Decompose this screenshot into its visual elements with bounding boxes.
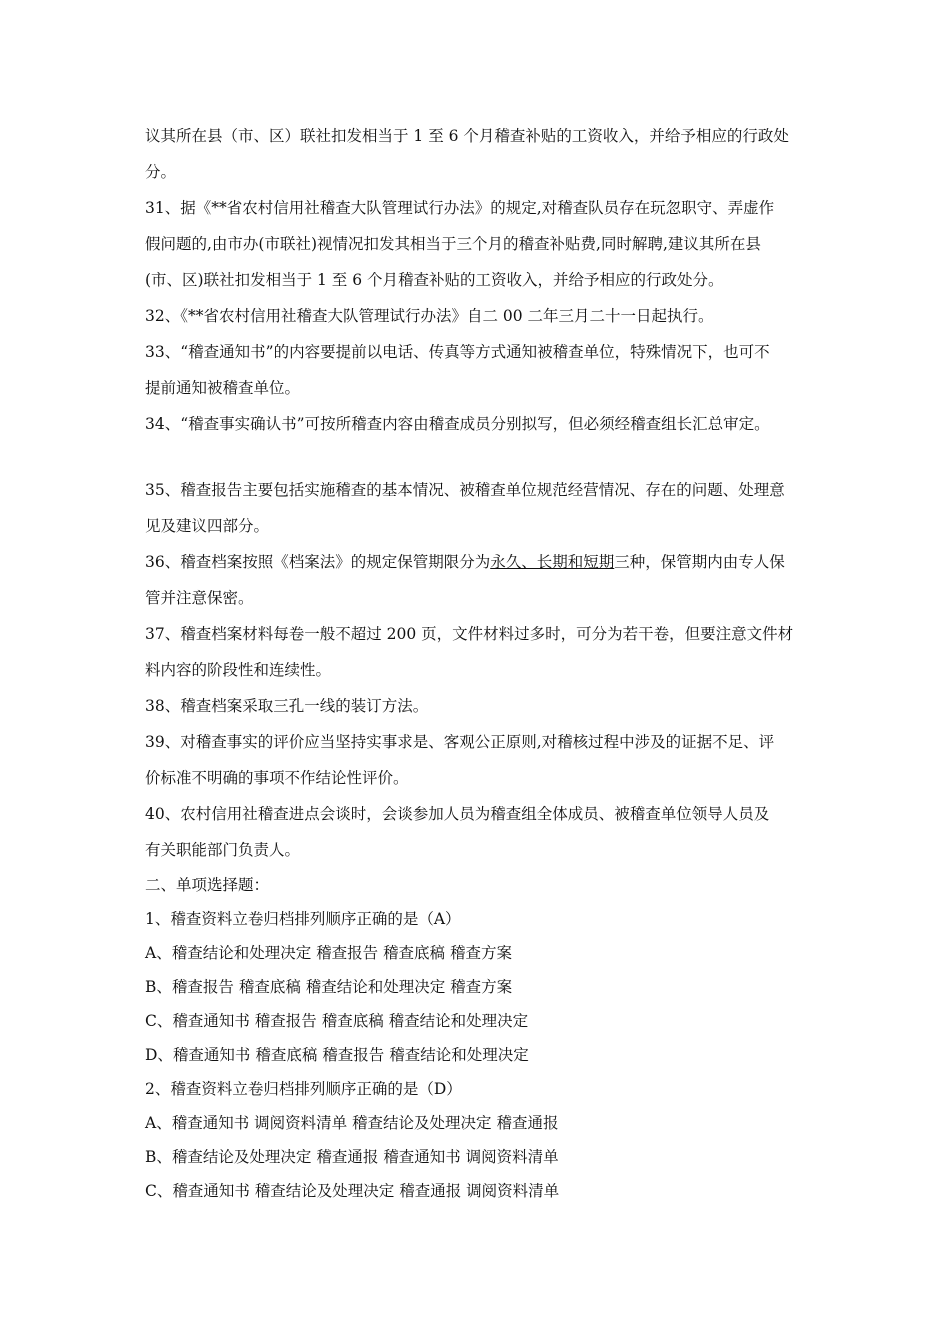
option-line: A、稽查结论和处理决定 稽查报告 稽查底稿 稽查方案 <box>145 944 512 962</box>
item-39-line: 39、对稽查事实的评价应当坚持实事求是、客观公正原则,对稽核过程中涉及的证据不足、评 <box>145 733 775 751</box>
item-37-line: 37、稽查档案材料每卷一般不超过 200 页，文件材料过多时，可分为若干卷，但要注意文件材 <box>145 625 794 643</box>
item-36-suffix: 三种，保管期内由专人保 <box>614 553 785 571</box>
paragraph-line: 有关职能部门负责人。 <box>145 841 301 859</box>
option-line: C、稽查通知书 稽查报告 稽查底稿 稽查结论和处理决定 <box>145 1012 529 1030</box>
option-line: C、稽查通知书 稽查结论及处理决定 稽查通报 调阅资料清单 <box>145 1182 560 1200</box>
item-35-line: 35、稽查报告主要包括实施稽查的基本情况、被稽查单位规范经营情况、存在的问题、处理意 <box>145 481 785 499</box>
item-40-line: 40、农村信用社稽查进点会谈时，会谈参加人员为稽查组全体成员、被稽查单位领导人员及 <box>145 805 770 823</box>
option-line: B、稽查报告 稽查底稿 稽查结论和处理决定 稽查方案 <box>145 978 513 996</box>
paragraph-line: 议其所在县（市、区）联社扣发相当于 1 至 6 个月稽查补贴的工资收入，并给予相应的行政处 <box>145 127 789 145</box>
paragraph-line: 料内容的阶段性和连续性。 <box>145 661 332 679</box>
option-line: D、稽查通知书 稽查底稿 稽查报告 稽查结论和处理决定 <box>145 1046 529 1064</box>
paragraph-line: 见及建议四部分。 <box>145 517 270 535</box>
paragraph-line: (市、区)联社扣发相当于 1 至 6 个月稽查补贴的工资收入，并给予相应的行政处分。 <box>145 271 724 289</box>
section-heading: 二、单项选择题： <box>145 876 270 894</box>
document-body <box>145 118 825 1208</box>
option-line: A、稽查通知书 调阅资料清单 稽查结论及处理决定 稽查通报 <box>145 1114 559 1132</box>
underlined-term: 永久、长期和短期 <box>490 553 615 571</box>
item-33-line: 33、“稽查通知书”的内容要提前以电话、传真等方式通知被稽查单位，特殊情况下，也可不 <box>145 343 770 361</box>
item-32-line: 32、《**省农村信用社稽查大队管理试行办法》自二 00 二年三月二十一日起执行。 <box>145 307 714 325</box>
paragraph-line: 价标准不明确的事项不作结论性评价。 <box>145 769 409 787</box>
item-36-prefix: 36、稽查档案按照《档案法》的规定保管期限分为 <box>145 553 491 571</box>
blank-gap <box>145 442 825 472</box>
paragraph-line: 提前通知被稽查单位。 <box>145 379 301 397</box>
paragraph-line: 管并注意保密。 <box>145 589 254 607</box>
item-36-line <box>145 544 825 580</box>
paragraph-line: 分。 <box>145 163 177 181</box>
item-38-line: 38、稽查档案采取三孔一线的装订方法。 <box>145 697 429 715</box>
paragraph-line: 假问题的,由市办(市联社)视情况扣发其相当于三个月的稽查补贴费,同时解聘,建议其所在县 <box>145 235 761 253</box>
item-31-line: 31、据《**省农村信用社稽查大队管理试行办法》的规定,对稽查队员存在玩忽职守、弄虚作 <box>145 199 775 217</box>
question-2: 2、稽查资料立卷归档排列顺序正确的是（D） <box>145 1080 462 1098</box>
question-1: 1、稽查资料立卷归档排列顺序正确的是（A） <box>145 910 461 928</box>
option-line: B、稽查结论及处理决定 稽查通报 稽查通知书 调阅资料清单 <box>145 1148 559 1166</box>
item-34-line: 34、“稽查事实确认书”可按所稽查内容由稽查成员分别拟写，但必须经稽查组长汇总审定。 <box>145 415 770 433</box>
